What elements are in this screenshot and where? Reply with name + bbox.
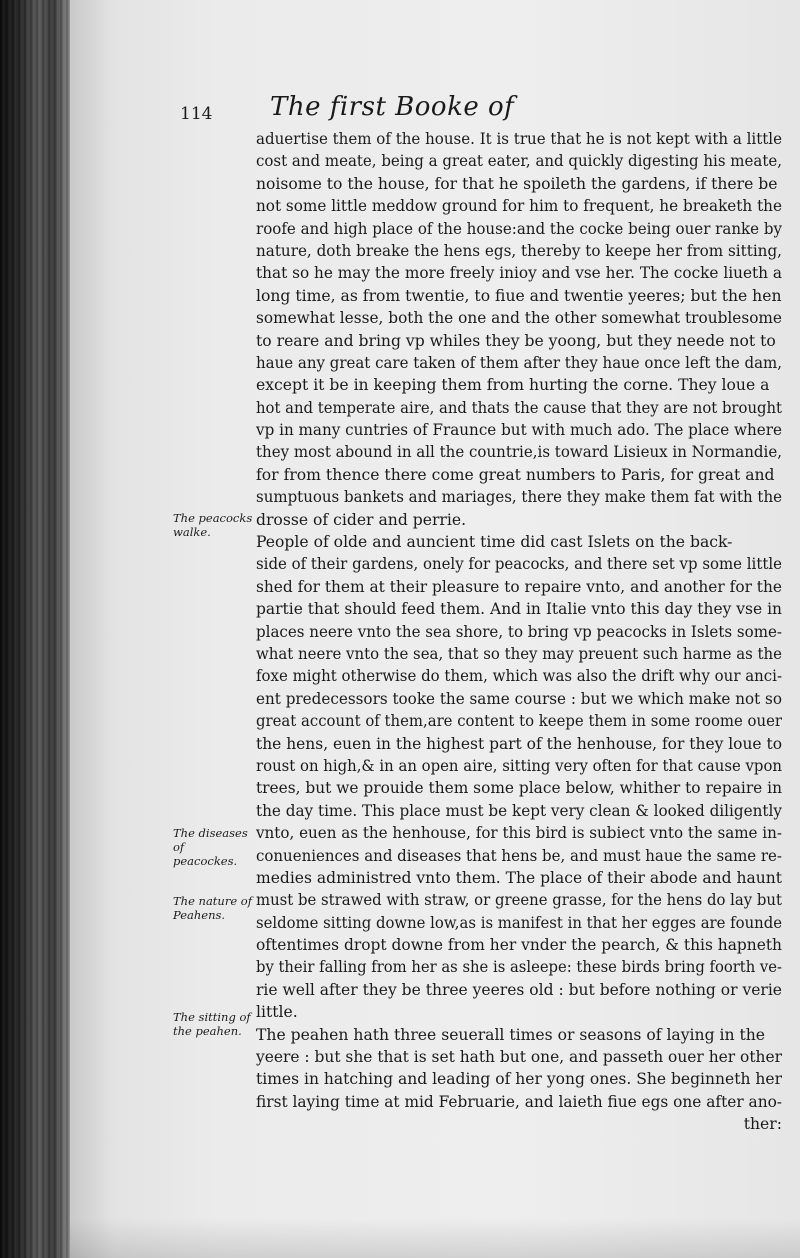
text-line: places neere vnto the sea shore, to bring vp peacocks in Islets some- [256,622,782,641]
text-line: cost and meate, being a great eater, and quickly digesting his meate, [256,152,782,171]
text-line: long time, as from twentie, to fiue and twentie yeeres; but the hen [256,286,782,305]
margin-note-line: The sitting of [173,1010,251,1024]
text-line: that so he may the more freely inioy and vse her. The cocke liueth a [256,264,782,283]
text-line: roofe and high place of the house:and the cocke being ouer ranke by [256,219,782,238]
text-line: drosse of cider and perrie. [256,510,467,529]
text-line: seldome sitting downe low,as is manifest in that her egges are founde [256,913,782,932]
text-line: The peahen hath three seuerall times or seasons of laying in the [256,1025,766,1044]
page-shadow [70,1218,800,1258]
text-line: vp in many cuntries of Fraunce but with much ado. The place where [256,421,782,440]
text-line: what neere vnto the sea, that so they may preuent such harme as the [256,644,782,663]
text-line: haue any great care taken of them after they haue once left the dam, [256,353,782,372]
text-line: for from thence there come great numbers to Paris, for great and [256,465,775,484]
text-line: conueniences and diseases that hens be, and must haue the same re- [256,846,782,865]
text-line: times in hatching and leading of her yong ones. She beginneth her [256,1070,782,1089]
book-page [70,0,800,1258]
text-line: medies administred vnto them. The place of their abode and haunt [256,868,782,887]
margin-note-diseases [173,826,253,868]
margin-note-line: The peacocks [173,511,253,525]
page-header [70,92,800,132]
text-line: except it be in keeping them from hurting the corne. They loue a [256,376,770,395]
text-line: the hens, euen in the highest part of the henhouse, for they loue to [256,734,782,753]
text-line: rie well after they be three yeeres old : but before nothing or verie [256,980,782,999]
text-line: ther: [743,1115,782,1134]
text-line: they most abound in all the countrie,is toward Lisieux in Normandie, [256,443,782,462]
text-line: sumptuous bankets and mariages, there they make them fat with the [256,488,782,507]
text-line: not some little meddow ground for him to frequent, he breaketh the [256,197,782,216]
text-line: People of olde and auncient time did cast Islets on the back- [256,533,733,552]
text-line: little. [256,1003,298,1022]
text-line: oftentimes dropt downe from her vnder the pearch, & this hapneth [256,936,782,955]
text-line: ent predecessors tooke the same course : but we which make not so [256,689,782,708]
text-line: trees, but we prouide them some place below, whither to repaire in [256,779,782,798]
margin-note-line: the peahen. [173,1024,242,1038]
text-line: first laying time at mid Februarie, and laieth fiue egs one after ano- [256,1092,782,1111]
text-line: side of their gardens, onely for peacocks, and there set vp some little [256,555,782,574]
margin-note-line: The nature of [173,894,252,908]
text-line: somewhat lesse, both the one and the other somewhat troublesome [256,309,782,328]
margin-note-line: peacockes. [173,854,238,868]
text-line: shed for them at their pleasure to repaire vnto, and another for the [256,577,782,596]
body-text [256,128,782,1136]
text-line: noisome to the house, for that he spoileth the gardens, if there be [256,174,778,193]
text-line: great account of them,are content to keepe them in some roome ouer [256,712,782,731]
text-line: must be strawed with straw, or greene grasse, for the hens do lay but [256,891,782,910]
text-line: foxe might otherwise do them, which was also the drift why our anci- [256,667,782,686]
running-head: The first Booke of [270,92,515,122]
page-number: 114 [180,104,213,124]
margin-note-nature-peahens [173,894,253,922]
margin-note-peacocks-walke [173,511,253,539]
text-line: the day time. This place must be kept very clean & looked diligently [256,801,782,820]
margin-note-line: Peahens. [173,908,226,922]
text-line: yeere : but she that is set hath but one, and passeth ouer her other [256,1048,782,1067]
text-line: aduertise them of the house. It is true that he is not kept with a little [256,130,782,148]
margin-note-line: walke. [173,525,211,539]
text-line: partie that should feed them. And in Italie vnto this day they vse in [256,600,782,619]
margin-note-line: The diseases of [173,826,248,854]
margin-note-sitting-peahen [173,1010,253,1038]
text-line: roust on high,& in an open aire, sitting very often for that cause vpon [256,756,782,775]
text-line: hot and temperate aire, and thats the cause that they are not brought [256,398,782,417]
text-line: nature, doth breake the hens egs, thereby to keepe her from sitting, [256,241,782,260]
text-line: by their falling from her as she is asleepe: these birds bring foorth ve- [256,958,782,977]
text-line: vnto, euen as the henhouse, for this bird is subiect vnto the same in- [256,824,782,843]
text-line: to reare and bring vp whiles they be yoong, but they neede not to [256,331,776,350]
